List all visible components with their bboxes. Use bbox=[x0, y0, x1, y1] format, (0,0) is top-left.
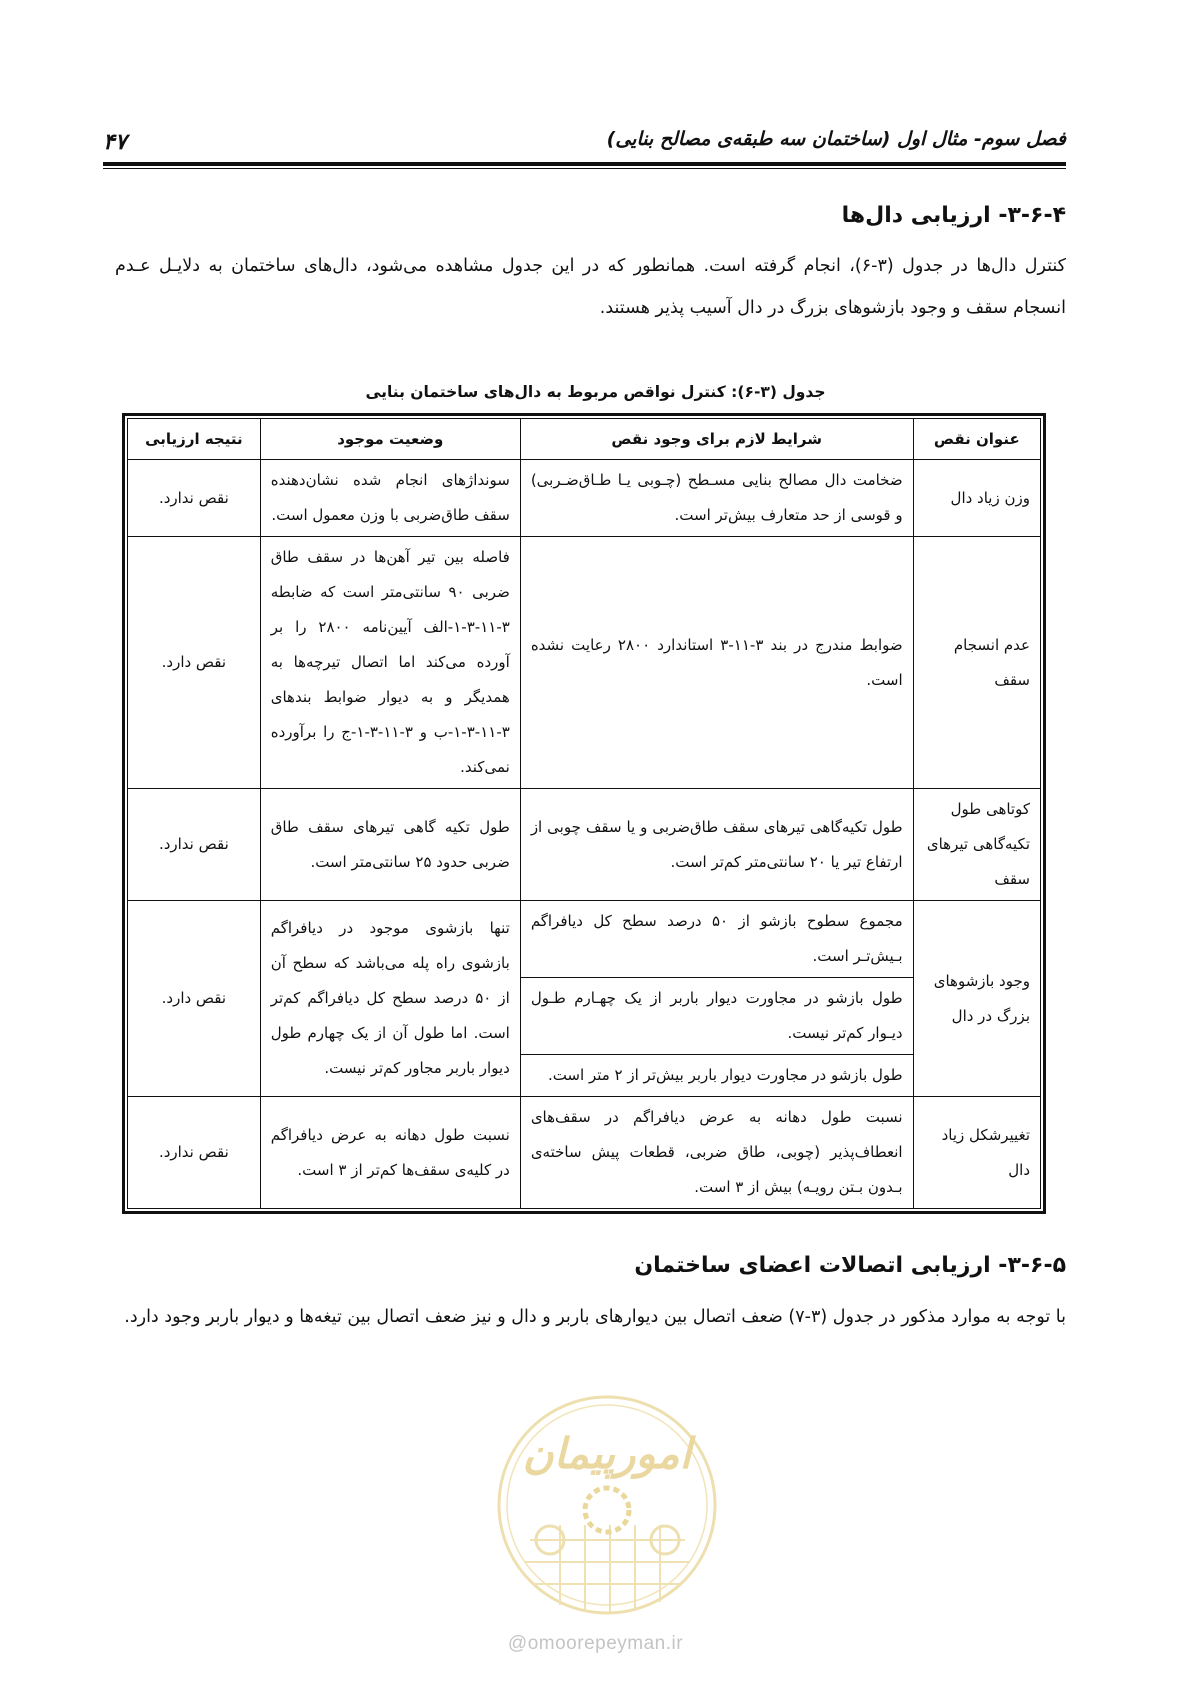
table-row bbox=[128, 537, 1041, 789]
defect-result: نقص ندارد. bbox=[128, 789, 261, 901]
defect-status: تنها بازشوی موجود در دیافراگم بازشوی راه پله می‌باشد که سطح آن از ۵۰ درصد سطح کل دیافراگم کم‌تر است. اما طول آن از یک چهارم طول دیوار باربر مجاور کم‌تر نیست. bbox=[260, 901, 520, 1097]
defect-condition: ضوابط مندرج در بند ۳-۱۱-۳ استاندارد ۲۸۰۰ رعایت نشده است. bbox=[520, 537, 913, 789]
defect-result: نقص دارد. bbox=[128, 901, 261, 1097]
omoorepeyman-logo bbox=[490, 1390, 725, 1620]
defects-table-frame bbox=[122, 413, 1046, 1214]
defect-result: نقص دارد. bbox=[128, 537, 261, 789]
defect-condition: نسبت طول دهانه به عرض دیافراگم در سقف‌های انعطاف‌پذیر (چوبی، طاق ضربی، قطعات پیش ساخته‌ی بـدون بـتن رویـه) بیش از ۳ است. bbox=[520, 1097, 913, 1209]
defects-table bbox=[127, 418, 1041, 1209]
defect-status: طول تکیه گاهی تیرهای سقف طاق ضربی حدود ۲۵ سانتی‌متر است. bbox=[260, 789, 520, 901]
defect-title: وزن زیاد دال bbox=[913, 460, 1040, 537]
website-watermark: @omoorepeyman.ir bbox=[507, 1633, 684, 1654]
table-caption: جدول (۳-۶): کنترل نواقص مربوط به دال‌های ساختمان بنایی bbox=[365, 383, 826, 401]
defect-title: وجود بازشوهای بزرگ در دال bbox=[913, 901, 1040, 1097]
header-result: نتیجه ارزیابی bbox=[128, 419, 261, 460]
seal-logo-icon bbox=[490, 1390, 725, 1620]
header-divider bbox=[103, 162, 1066, 166]
defect-status: فاصله بین تیر آهن‌ها در سقف طاق ضربی ۹۰ سانتی‌متر است که ضابطه ۳-۱۱-۳-۱-الف آیین‌نامه ۲۸۰۰ را بر آورده می‌کند اما اتصال تیرچه‌ها به همدیگر و به دیوار ضوابط بندهای ۳-۱۱-۳-۱-ب و ۳-۱۱-۳-۱-ج را برآورده نمی‌کند. bbox=[260, 537, 520, 789]
defect-title: تغییرشکل زیاد دال bbox=[913, 1097, 1040, 1209]
table-row bbox=[128, 789, 1041, 901]
table-row bbox=[128, 901, 1041, 978]
page-number: ۴۷ bbox=[103, 130, 127, 155]
defect-status: سونداژهای انجام شده نشان‌دهنده سقف طاق‌ضربی با وزن معمول است. bbox=[260, 460, 520, 537]
table-row bbox=[128, 1097, 1041, 1209]
defect-condition: طول تکیه‌گاهی تیرهای سقف طاق‌ضربی و یا سقف چوبی از ارتفاع تیر یا ۲۰ سانتی‌متر کم‌تر است. bbox=[520, 789, 913, 901]
defect-condition: طول بازشو در مجاورت دیوار باربر از یک چهـارم طـول دیـوار کم‌تر نیست. bbox=[520, 978, 913, 1055]
header-divider-thin bbox=[103, 168, 1066, 169]
chapter-title: فصل سوم- مثال اول (ساختمان سه طبقه‌ی مصالح بنایی) bbox=[606, 128, 1066, 150]
header-status: وضعیت موجود bbox=[260, 419, 520, 460]
defect-condition: مجموع سطوح بازشو از ۵۰ درصد سطح کل دیافراگم بـیش‌تـر است. bbox=[520, 901, 913, 978]
header-conditions: شرایط لازم برای وجود نقص bbox=[520, 419, 913, 460]
header-title: عنوان نقص bbox=[913, 419, 1040, 460]
defect-status: نسبت طول دهانه به عرض دیافراگم در کلیه‌ی سقف‌ها کم‌تر از ۳ است. bbox=[260, 1097, 520, 1209]
defect-title: عدم انسجام سقف bbox=[913, 537, 1040, 789]
section-heading-connections: ۳-۶-۵- ارزیابی اتصالات اعضای ساختمان bbox=[634, 1253, 1066, 1278]
defect-result: نقص ندارد. bbox=[128, 460, 261, 537]
table-row bbox=[128, 460, 1041, 537]
defect-title: کوتاهی طول تکیه‌گاهی تیرهای سقف bbox=[913, 789, 1040, 901]
table-header-row bbox=[128, 419, 1041, 460]
logo-text: امورپیمان bbox=[522, 1429, 692, 1478]
section-heading-slabs: ۳-۶-۴- ارزیابی دال‌ها bbox=[841, 203, 1066, 228]
defect-condition: ضخامت دال مصالح بنایی مسـطح (چـوبی یـا طـاق‌ضـربی) و قوسی از حد متعارف بیش‌تر است. bbox=[520, 460, 913, 537]
section-paragraph-slabs: کنترل دال‌ها در جدول (۳-۶)، انجام گرفته است. همانطور که در این جدول مشاهده می‌شود، دال‌های ساختمان به دلایـل عـدم انسجام سقف و وجود بازشوهای بزرگ در دال آسیب پذیر هستند. bbox=[115, 256, 1067, 318]
section-paragraph-connections: با توجه به موارد مذکور در جدول (۳-۷) ضعف اتصال بین دیوارهای باربر و دال و نیز ضعف اتصال بین تیغه‌ها و دیوار باربر وجود دارد. bbox=[124, 1307, 1066, 1327]
defect-condition: طول بازشو در مجاورت دیوار باربر بیش‌تر از ۲ متر است. bbox=[520, 1055, 913, 1097]
defect-result: نقص ندارد. bbox=[128, 1097, 261, 1209]
